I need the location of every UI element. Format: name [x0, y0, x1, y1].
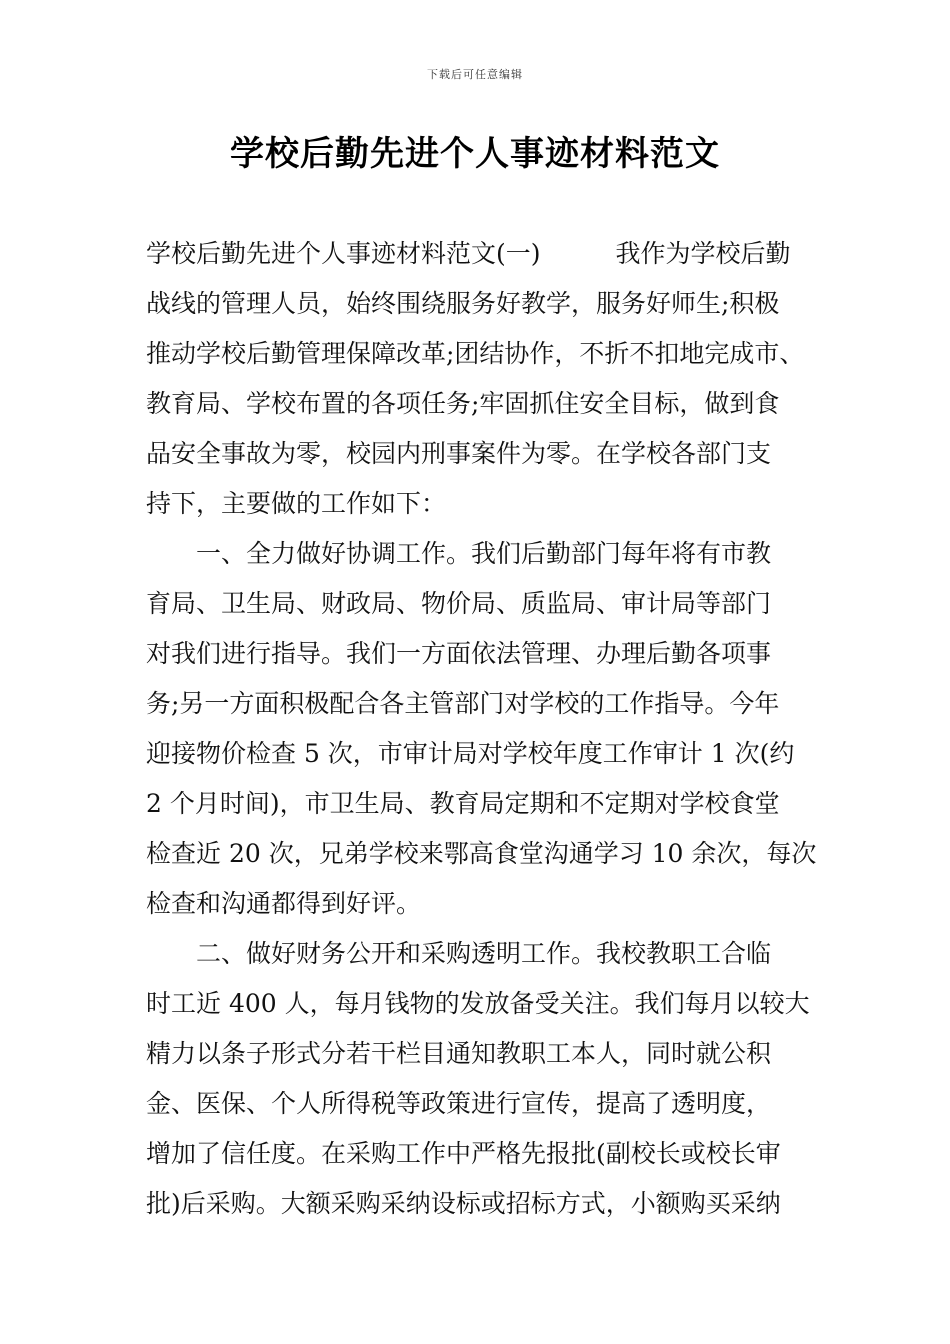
- text-line: 批)后采购。大额采购采纳设标或招标方式，小额购买采纳: [146, 1189, 781, 1218]
- text-line: 二、做好财务公开和采购透明工作。我校教职工合临: [146, 939, 772, 968]
- text-line: 推动学校后勤管理保障改革;团结协作，不折不扣地完成市、: [146, 339, 805, 368]
- text-line: 持下，主要做的工作如下：: [146, 489, 447, 518]
- text-line: 学校后勤先进个人事迹材料范文(一) 我作为学校后勤: [146, 239, 791, 268]
- text-line: 战线的管理人员，始终围绕服务好教学，服务好师生;积极: [146, 289, 780, 318]
- text-line: 检查和沟通都得到好评。: [146, 889, 422, 918]
- text-line: 金、医保、个人所得税等政策进行宣传，提高了透明度，: [146, 1089, 772, 1118]
- text-line: 增加了信任度。在采购工作中严格先报批(副校长或校长审: [146, 1139, 781, 1168]
- text-line: 务;另一方面积极配合各主管部门对学校的工作指导。今年: [146, 689, 780, 718]
- document-body: [146, 229, 826, 1229]
- text-line: 2 个月时间)，市卫生局、教育局定期和不定期对学校食堂: [146, 789, 780, 818]
- text-line: 迎接物价检查 5 次，市审计局对学校年度工作审计 1 次(约: [146, 739, 795, 768]
- text-line: 育局、卫生局、财政局、物价局、质监局、审计局等部门: [146, 589, 772, 618]
- text-line: 对我们进行指导。我们一方面依法管理、办理后勤各项事: [146, 639, 772, 668]
- document-title: 学校后勤先进个人事迹材料范文: [230, 134, 720, 174]
- text-line: 时工近 400 人，每月钱物的发放备受关注。我们每月以较大: [146, 989, 810, 1018]
- text-line: 品安全事故为零，校园内刑事案件为零。在学校各部门支: [146, 439, 772, 468]
- header-note: 下载后可任意编辑: [427, 68, 523, 81]
- text-line: 一、全力做好协调工作。我们后勤部门每年将有市教: [146, 539, 772, 568]
- text-line: 教育局、学校布置的各项任务;牢固抓住安全目标，做到食: [146, 389, 780, 418]
- text-line: 检查近 20 次，兄弟学校来鄂高食堂沟通学习 10 余次，每次: [146, 839, 817, 868]
- text-line: 精力以条子形式分若干栏目通知教职工本人，同时就公积: [146, 1039, 772, 1068]
